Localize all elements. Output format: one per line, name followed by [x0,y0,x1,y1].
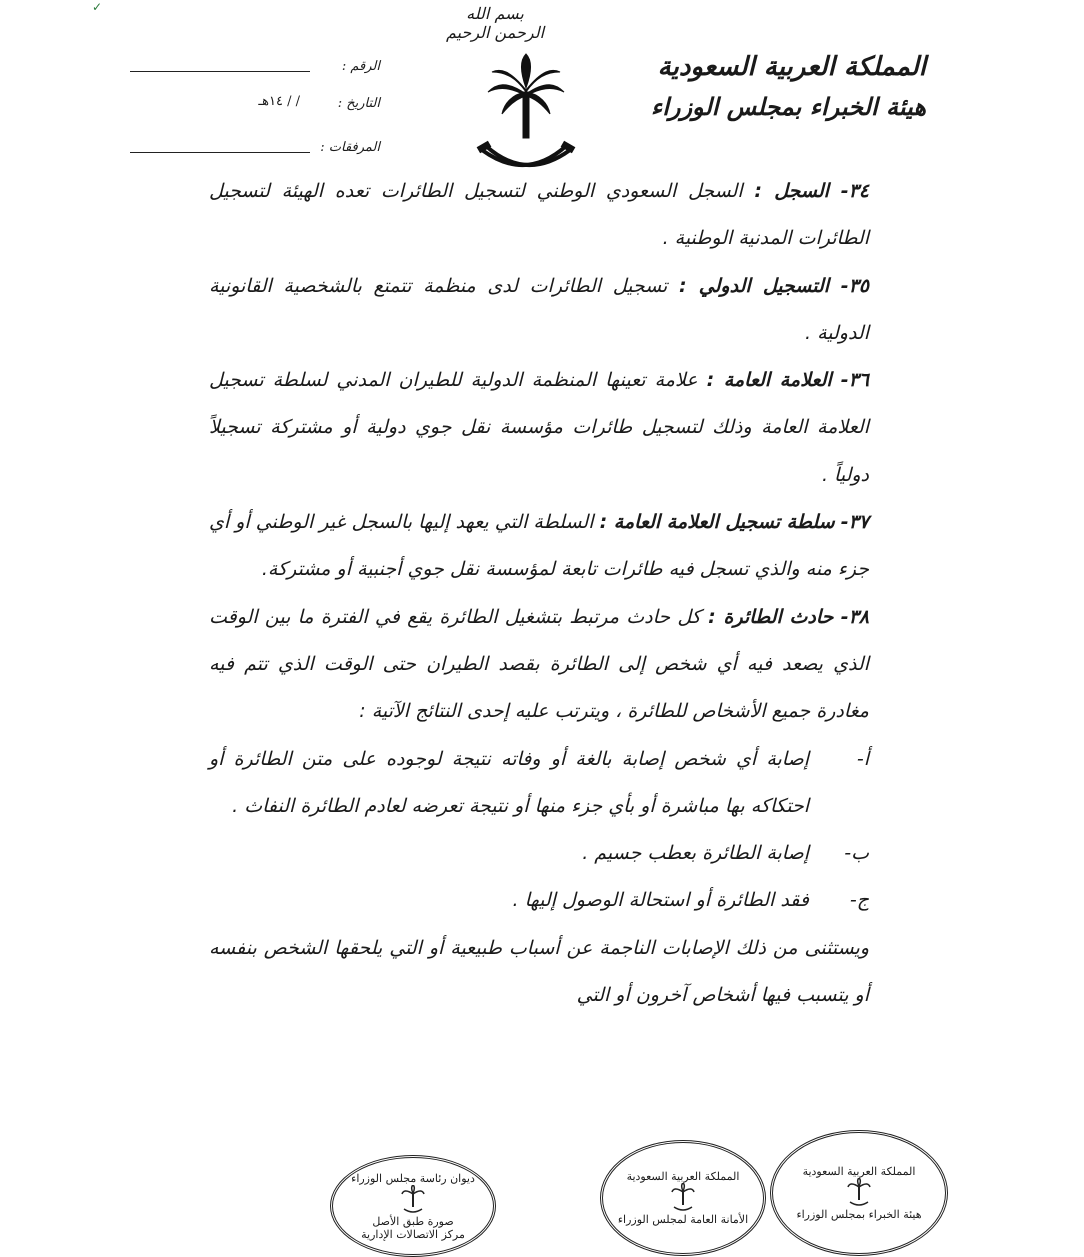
definition-number: ٣٨- [840,605,870,628]
definition-text: علامة تعينها المنظمة الدولية للطيران المدني لسلطة تسجيل العلامة العامة وذلك لتسجيل طائرات مؤسسة نقل جوي دولية أو مشتركة تسجيلاً دولياً . [209,369,869,486]
definition-number: ٣٦- [840,369,869,392]
definition-35 [209,263,869,358]
stamp-top-text: المملكة العربية السعودية [802,1165,916,1178]
list-item-c [209,877,869,924]
ref-line [130,71,310,72]
definition-text: السلطة التي يعهد إليها بالسجل غير الوطني أو أي جزء منه والذي تسجل فيه طائرات تابعة لمؤسسة نقل جوي أجنبية أو مشتركة. [209,511,869,581]
definition-term: سلطة تسجيل العلامة العامة : [599,511,835,534]
stamp-true-copy [330,1155,496,1257]
definition-number: ٣٤- [840,180,869,202]
list-item-text: إصابة أي شخص إصابة بالغة أو وفاته نتيجة لوجوده على متن الطائرة أو احتكاكه بها مباشرة أو بأي جزء منها أو نتيجة تعرضه لعادم الطائرة النفاث . [209,747,809,817]
definition-text: كل حادث مرتبط بتشغيل الطائرة يقع في الفترة ما بين الوقت الذي يصعد فيه أي شخص إلى الطائرة بقصد الطيران حتى الوقت الذي تتم فيه مغادرة جميع الأشخاص للطائرة ، ويترتب عليه إحدى النتائج الآتية : [209,605,869,723]
definition-term: حادث الطائرة : [708,605,834,628]
definition-text: السجل السعودي الوطني لتسجيل الطائرات تعده الهيئة لتسجيل الطائرات المدنية الوطنية . [209,180,869,250]
definition-38 [209,594,869,736]
palm-emblem-icon [400,1185,426,1215]
definition-text: تسجيل الطائرات لدى منظمة تتمتع بالشخصية القانونية الدولية . [209,274,869,344]
stamp-top-text: ديوان رئاسة مجلس الوزراء [351,1171,475,1185]
stamp-bottom-text: مركز الاتصالات الإدارية [361,1227,465,1241]
definition-term: التسجيل الدولي : [678,274,830,297]
list-marker: أ- [856,747,869,770]
stamp-general-secretariat [600,1140,766,1256]
saudi-emblem-icon [466,50,586,180]
definition-term: العلامة العامة : [706,369,832,392]
stamp-top-text: المملكة العربية السعودية [626,1170,740,1183]
definition-term: السجل : [754,180,829,202]
attachments-field [130,136,380,162]
list-marker: ب- [844,842,869,865]
definition-36 [209,357,869,499]
definition-37 [209,499,869,594]
list-marker: ج- [849,889,869,912]
ref-field [130,55,380,81]
definition-34 [209,168,869,263]
ref-label: الرقم : [341,59,380,74]
attachments-label: المرفقات : [320,140,380,155]
list-item-b [209,830,869,877]
date-field [130,92,380,118]
stamp-bottom-text: هيئة الخبراء بمجلس الوزراء [796,1208,922,1221]
document-body [209,168,869,1019]
stamp-bottom-text: الأمانة العامة لمجلس الوزراء [617,1213,749,1226]
list-item-a [209,736,869,831]
stamp-experts-commission [770,1130,948,1256]
attachments-line [130,152,310,153]
basmala: بسم الله الرحمن الرحيم [445,4,545,42]
palm-emblem-icon [670,1183,696,1213]
palm-emblem-icon [846,1178,872,1208]
org-name-line1: المملكة العربية السعودية [657,52,926,82]
definition-number: ٣٥- [840,274,869,297]
list-item-text: فقد الطائرة أو استحالة الوصول إليها . [512,889,809,912]
corner-mark-icon: ✓ [92,0,103,14]
stamp-mid-text: صورة طبق الأصل [372,1214,454,1228]
date-label: التاريخ : [337,96,380,111]
date-value: / / ١٤هـ [258,94,300,109]
closing-paragraph: ويستثنى من ذلك الإصابات الناجمة عن أسباب طبيعية أو التي يلحقها الشخص بنفسه أو يتسبب فيها أشخاص آخرون أو التي [209,936,869,1007]
org-name-line2: هيئة الخبراء بمجلس الوزراء [650,92,926,121]
definition-number: ٣٧- [840,511,869,534]
list-item-text: إصابة الطائرة بعطب جسيم . [582,842,809,865]
